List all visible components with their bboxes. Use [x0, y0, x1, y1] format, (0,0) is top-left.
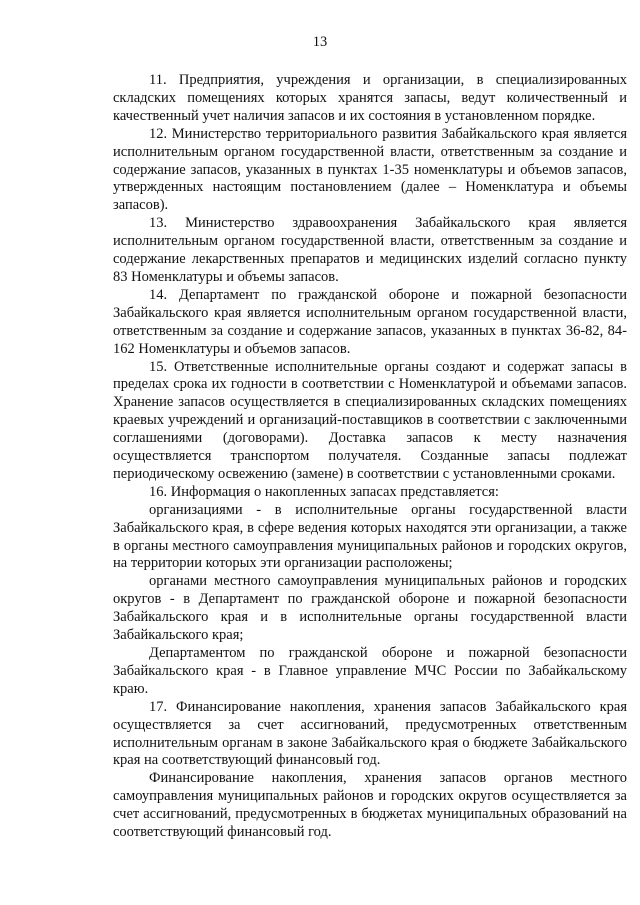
paragraph-16-organizations: организациями - в исполнительные органы государственной власти Забайкальского края, в сфере ведения которых находятся эти организации, а также в органы местного самоуправления муниципальных районов и городских округов, на территории которых эти организации расположены;: [113, 501, 627, 572]
paragraph-13: 13. Министерство здравоохранения Забайкальского края является исполнительным органом государственной власти, ответственным за создание и содержание лекарственных препаратов и медицинских изделий согласно пункту 83 Номенклатуры и объемы запасов.: [113, 215, 627, 285]
paragraph-17: 17. Финансирование накопления, хранения запасов Забайкальского края осуществляется за счет ассигнований, предусмотренных ответственным исполнительным органам в законе Забайкальского края о бюджете Забайкальского края на соответствующий финансовый год.: [113, 698, 627, 769]
paragraph-15: 15. Ответственные исполнительные органы создают и содержат запасы в пределах срока их годности в соответствии с Номенклатурой и объемами запасов. Хранение запасов осуществляется в специализированных складских помещениях краевых учреждений и организаций-поставщиков в соответствии с заключенными соглашениями (договорами). Доставка запасов к месту назначения осуществляется транспортом получателя. Созданные запасы подлежат периодическому освежению (замене) в соответствии с установленными сроками.: [113, 358, 627, 482]
paragraph-17-municipal-financing: Финансирование накопления, хранения запасов органов местного самоуправления муниципальных районов и городских округов осуществляется за счет ассигнований, предусмотренных в бюджетах муниципальных образований на соответствующий финансовый год.: [113, 770, 627, 841]
paragraph-16-local-authorities: органами местного самоуправления муниципальных районов и городских округов - в Департамент по гражданской обороне и пожарной безопасности Забайкальского края и в исполнительные органы государственной власти Забайкальского края;: [113, 573, 627, 644]
paragraph-16-department: Департаментом по гражданской обороне и пожарной безопасности Забайкальского края - в Главное управление МЧС России по Забайкальскому краю.: [113, 645, 627, 697]
paragraph-11: 11. Предприятия, учреждения и организации, в специализированных складских помещениях которых хранятся запасы, ведут количественный и качественный учет наличия запасов и их состояния в установленном порядке.: [113, 72, 627, 124]
paragraph-14: 14. Департамент по гражданской обороне и пожарной безопасности Забайкальского края является исполнительным органом государственной власти, ответственным за создание и содержание запасов, указанных в пунктах 36-82, 84-162 Номенклатуры и объемов запасов.: [113, 286, 627, 357]
document-body: [113, 72, 627, 842]
paragraph-16: 16. Информация о накопленных запасах представляется:: [149, 483, 499, 500]
paragraph-12: 12. Министерство территориального развития Забайкальского края является исполнительным органом государственной власти, ответственным за создание и содержание запасов, указанных в пунктах 1-35 номенклатуры и объемов запасов, утвержденных настоящим постановлением (далее – Номенклатура и объемы запасов).: [113, 125, 627, 214]
page-number: 13: [312, 34, 328, 50]
